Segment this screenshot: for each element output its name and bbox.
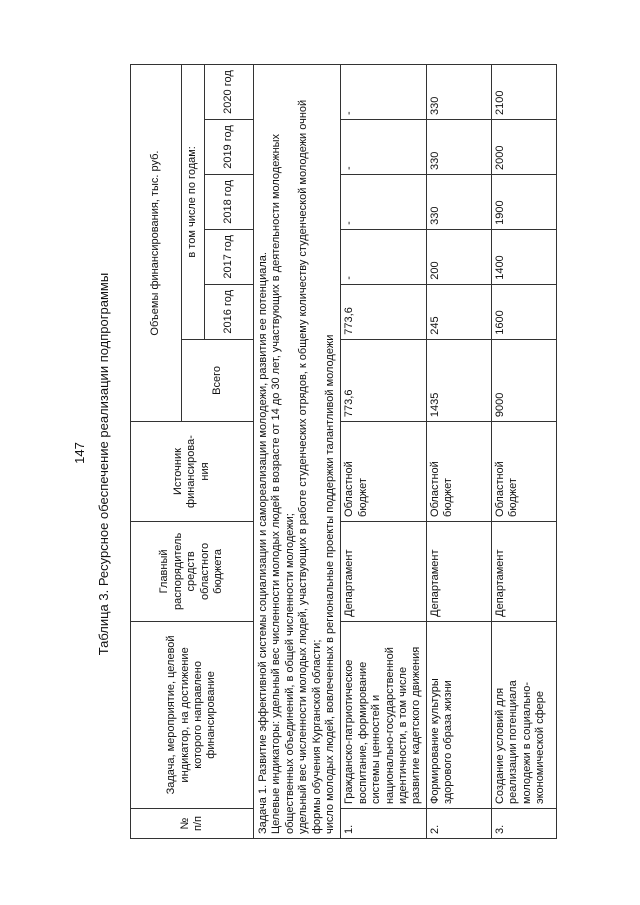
header-year-2020: 2020 год <box>205 65 254 120</box>
row-2017: - <box>341 229 426 284</box>
row-total: 773,6 <box>341 339 426 421</box>
row-2018: 1900 <box>491 174 556 229</box>
row-2019: - <box>341 120 426 175</box>
row-source: Областной бюджет <box>341 422 426 522</box>
row-2017: 200 <box>426 229 491 284</box>
row-2018: - <box>341 174 426 229</box>
row-num: 3. <box>491 809 556 839</box>
header-year-2018: 2018 год <box>205 174 254 229</box>
header-year-2017: 2017 год <box>205 229 254 284</box>
row-distributor: Департамент <box>426 521 491 621</box>
row-2019: 330 <box>426 120 491 175</box>
header-year-2016: 2016 год <box>205 284 254 339</box>
header-total: Всего <box>182 339 254 421</box>
page-number: 147 <box>72 442 87 464</box>
resource-table <box>130 64 557 839</box>
row-distributor: Департамент <box>341 521 426 621</box>
row-total: 9000 <box>491 339 556 421</box>
header-task: Задача, мероприятие, целевой индикатор, на достижение которого направлено финансирование <box>131 621 254 808</box>
task1-line3: удельный вес численности молодых людей, участвующих в работе студенческих отрядов, к общему количеству студенческой молодежи очной формы обучения Курганской области; <box>297 99 323 834</box>
row-source: Областной бюджет <box>491 422 556 522</box>
row-2018: 330 <box>426 174 491 229</box>
task1-line2: Целевые индикаторы: удельный вес численности молодых людей в возрасте от 14 до 30 лет, участвующих в деятельности молодежных общественных объединений, в общей численности молодежи; <box>270 133 296 834</box>
row-2020: 2100 <box>491 65 556 120</box>
row-2017: 1400 <box>491 229 556 284</box>
resource-table-container <box>130 64 630 839</box>
task1-block <box>254 65 341 839</box>
header-num: № п/п <box>131 809 254 839</box>
row-2016: 1600 <box>491 284 556 339</box>
task1-line1: Задача 1. Развитие эффективной системы социализации и самореализации молодежи, развития ее потенциала. <box>257 252 269 834</box>
header-funding: Объемы финансирования, тыс. руб. <box>131 65 182 422</box>
row-num: 2. <box>426 809 491 839</box>
table-title: Таблица 3. Ресурсное обеспечение реализации подпрограммы <box>96 272 111 656</box>
row-2020: 330 <box>426 65 491 120</box>
row-2019: 2000 <box>491 120 556 175</box>
header-year-2019: 2019 год <box>205 120 254 175</box>
row-name: Гражданско-патриотическое воспитание, формирование системы ценностей и национально-государственной идентичности, в том числе развитие кадетского движения <box>341 621 426 808</box>
task1-line4: число молодых людей, вовлеченных в региональные проекты поддержки талантливой молодежи <box>324 334 337 834</box>
row-name: Формирование культуры здорового образа жизни <box>426 621 491 808</box>
table-row <box>341 65 426 839</box>
header-distributor: Главный распорядитель средств областного бюджета <box>131 521 254 621</box>
table-row <box>491 65 556 839</box>
row-2016: 773,6 <box>341 284 426 339</box>
row-distributor: Департамент <box>491 521 556 621</box>
row-num: 1. <box>341 809 426 839</box>
table-row <box>426 65 491 839</box>
header-source: Источник финансирова- ния <box>131 422 254 522</box>
header-by-years: в том числе по годам: <box>182 65 205 340</box>
row-2020: - <box>341 65 426 120</box>
row-2016: 245 <box>426 284 491 339</box>
row-total: 1435 <box>426 339 491 421</box>
row-source: Областной бюджет <box>426 422 491 522</box>
row-name: Создание условий для реализации потенциала молодежи в социально-экономической сфере <box>491 621 556 808</box>
